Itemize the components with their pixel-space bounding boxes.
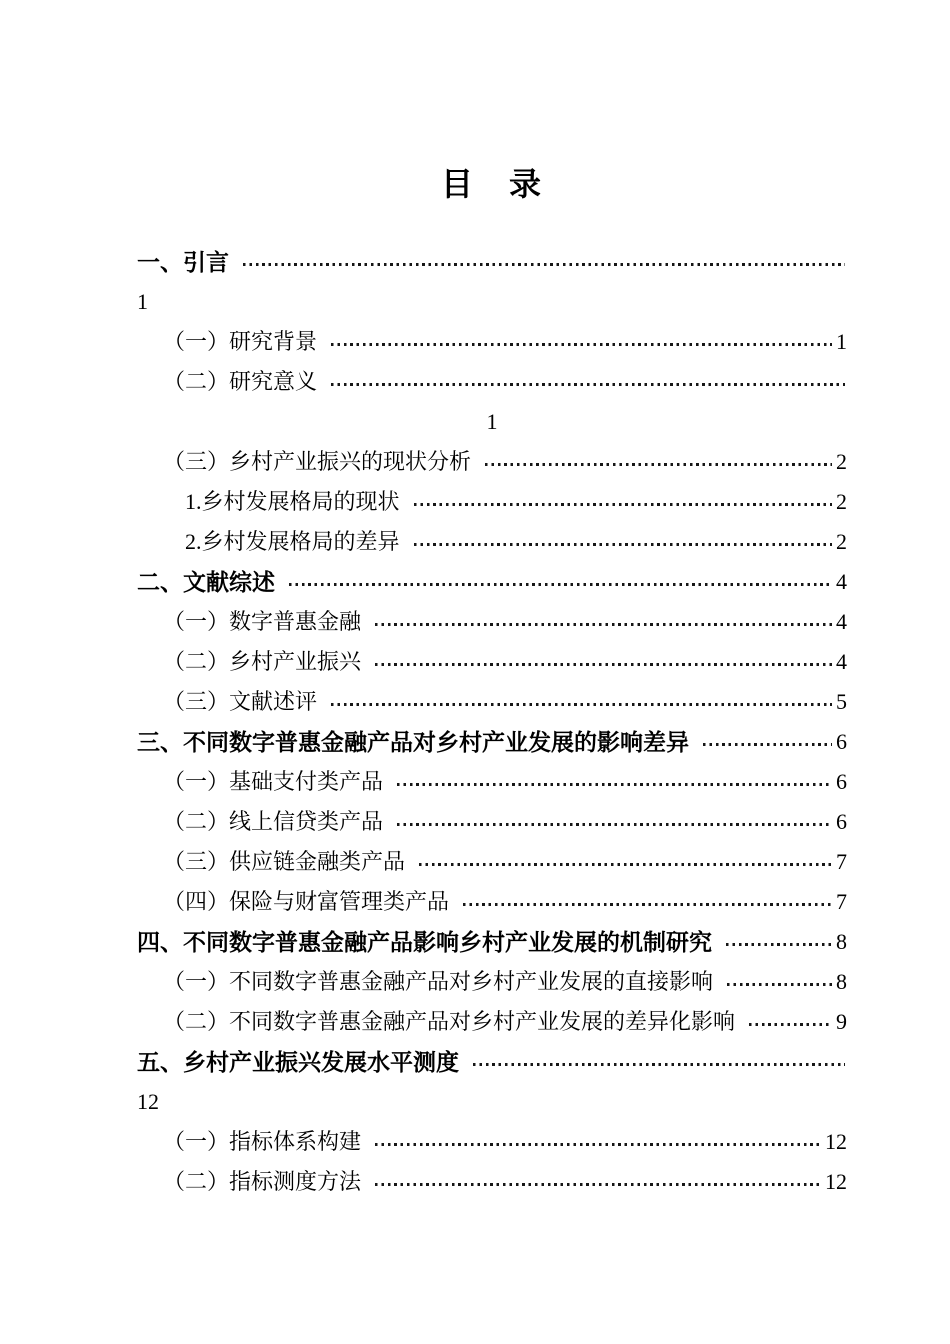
page-number: 6 [836, 809, 847, 834]
page-number: 6 [836, 769, 847, 794]
toc-entry [137, 562, 847, 602]
page-title: 目 录 [440, 166, 543, 202]
page-number: 12 [825, 1169, 847, 1194]
dot-leader [289, 583, 832, 586]
dot-leader [331, 343, 832, 346]
dot-leader [375, 623, 832, 626]
dot-leader [331, 383, 845, 386]
toc-entry-label: （一）指标体系构建 [163, 1129, 362, 1154]
toc-entry [137, 682, 847, 722]
toc-entry [137, 882, 847, 922]
page-number: 2 [836, 529, 847, 554]
toc-entry-label: （一）不同数字普惠金融产品对乡村产业发展的直接影响 [163, 969, 714, 994]
page-number: 12 [137, 1089, 159, 1114]
dot-leader [397, 823, 832, 826]
dot-leader [703, 743, 832, 746]
page-number: 5 [836, 689, 847, 714]
toc-entry-label: （三）供应链金融类产品 [163, 849, 406, 874]
toc-entry [137, 442, 847, 482]
toc-entry [137, 1042, 847, 1082]
toc-entry-label: （三）乡村产业振兴的现状分析 [163, 449, 472, 474]
toc-entry [137, 1122, 847, 1162]
dot-leader [375, 1143, 821, 1146]
page-number: 7 [836, 849, 847, 874]
toc-entry-label: （二）指标测度方法 [163, 1169, 362, 1194]
toc-entry-label: （四）保险与财富管理类产品 [163, 889, 450, 914]
page-number: 1 [836, 329, 847, 354]
dot-leader [726, 943, 832, 946]
wrapped-page-number-row [137, 402, 847, 442]
dot-leader [463, 903, 832, 906]
page-number: 4 [836, 569, 847, 594]
toc-entry [137, 762, 847, 802]
toc-entry [137, 242, 847, 282]
dot-leader [485, 463, 832, 466]
toc-entry [137, 602, 847, 642]
toc-entry [137, 962, 847, 1002]
page-number: 2 [836, 489, 847, 514]
toc-entry [137, 642, 847, 682]
toc-entry-label: （一）研究背景 [163, 329, 318, 354]
toc-entry-label: （二）不同数字普惠金融产品对乡村产业发展的差异化影响 [163, 1009, 736, 1034]
page-number: 1 [486, 409, 498, 434]
toc-list [137, 242, 847, 1202]
dot-leader [414, 503, 832, 506]
toc-entry-label: 1.乡村发展格局的现状 [185, 489, 400, 514]
page-number: 8 [836, 969, 847, 994]
toc-entry [137, 482, 847, 522]
dot-leader [419, 863, 832, 866]
toc-entry-label: （二）线上信贷类产品 [163, 809, 384, 834]
toc-entry-label: 三、不同数字普惠金融产品对乡村产业发展的影响差异 [137, 729, 689, 755]
toc-entry [137, 322, 847, 362]
dot-leader [414, 543, 832, 546]
toc-entry [137, 722, 847, 762]
toc-entry-label: （三）文献述评 [163, 689, 318, 714]
page-number: 4 [836, 609, 847, 634]
wrapped-page-number-row [137, 1082, 847, 1122]
wrapped-page-number-row [137, 282, 847, 322]
page-number: 8 [836, 929, 847, 954]
toc-entry [137, 1162, 847, 1202]
toc-entry-label: 二、文献综述 [137, 569, 275, 595]
dot-leader [473, 1063, 845, 1066]
toc-entry-label: 一、引言 [137, 249, 229, 275]
toc-entry [137, 1002, 847, 1042]
toc-entry-label: （二）研究意义 [163, 369, 318, 394]
toc-entry-label: （二）乡村产业振兴 [163, 649, 362, 674]
page-number: 1 [137, 289, 148, 314]
dot-leader [397, 783, 832, 786]
dot-leader [331, 703, 832, 706]
toc-entry-label: 2.乡村发展格局的差异 [185, 529, 400, 554]
toc-entry [137, 922, 847, 962]
page-number: 7 [836, 889, 847, 914]
toc-entry-label: 四、不同数字普惠金融产品影响乡村产业发展的机制研究 [137, 929, 712, 955]
dot-leader [243, 263, 845, 266]
toc-entry [137, 522, 847, 562]
page-number: 9 [836, 1009, 847, 1034]
toc-entry-label: （一）基础支付类产品 [163, 769, 384, 794]
page-number: 12 [825, 1129, 847, 1154]
page-number: 6 [836, 729, 847, 754]
dot-leader [749, 1023, 832, 1026]
page-number: 4 [836, 649, 847, 674]
toc-entry-label: 五、乡村产业振兴发展水平测度 [137, 1049, 459, 1075]
page-number: 2 [836, 449, 847, 474]
toc-entry [137, 362, 847, 402]
toc-entry-label: （一）数字普惠金融 [163, 609, 362, 634]
dot-leader [375, 1183, 821, 1186]
toc-entry [137, 802, 847, 842]
toc-entry [137, 842, 847, 882]
dot-leader [375, 663, 832, 666]
dot-leader [727, 983, 832, 986]
